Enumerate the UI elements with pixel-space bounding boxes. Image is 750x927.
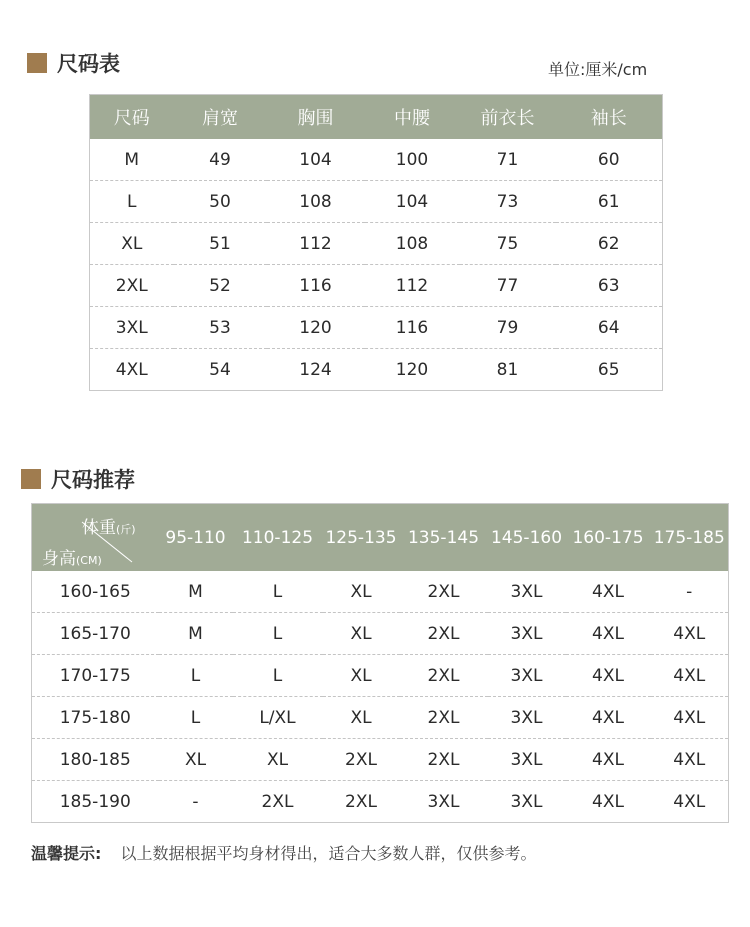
size-cell: 3XL: [488, 697, 566, 739]
tip-text: 以上数据根据平均身材得出，适合大多数人群，仅供参考。: [120, 844, 537, 863]
size-cell: 2XL: [400, 613, 488, 655]
table-row: [90, 307, 663, 349]
size-cell: 4XL: [566, 697, 651, 739]
size-cell: L/XL: [233, 697, 323, 739]
size-cell: 4XL: [566, 781, 651, 823]
size-cell: M: [159, 613, 233, 655]
table-cell: 63: [556, 265, 663, 307]
table-cell: 54: [174, 349, 267, 391]
table-cell: L: [90, 181, 174, 223]
size-cell: M: [188, 581, 203, 602]
title-square-icon: [21, 469, 41, 489]
size-cell: -: [159, 781, 233, 823]
table-cell: 79: [460, 307, 556, 349]
unit-label: 单位:厘米/cm: [548, 60, 648, 79]
table-cell: 60: [597, 149, 620, 170]
size-chart-header-cell: 袖长: [556, 95, 663, 140]
size-cell: -: [686, 581, 693, 602]
height-cell: 175-180: [32, 697, 159, 739]
table-cell: 50: [174, 181, 267, 223]
size-cell: 2XL: [400, 697, 488, 739]
table-cell: 108: [267, 181, 365, 223]
size-cell: 4XL: [651, 655, 729, 697]
tip-label: 温馨提示:: [31, 844, 102, 863]
size-cell: L: [159, 697, 233, 739]
table-cell: 73: [460, 181, 556, 223]
size-cell: XL: [159, 739, 233, 781]
table-row: [90, 265, 663, 307]
table-cell: 124: [267, 349, 365, 391]
weight-axis-label: 体重(斤): [82, 518, 136, 538]
table-cell: 64: [556, 307, 663, 349]
title-square-icon: [27, 53, 47, 73]
table-cell: 4XL: [90, 349, 174, 391]
recommend-header-row: [32, 504, 729, 572]
size-cell: 4XL: [651, 781, 729, 823]
size-chart-header-cell: 中腰: [365, 95, 460, 140]
weight-header-cell: 110-125: [233, 504, 323, 572]
table-cell: 3XL: [90, 307, 174, 349]
size-cell: 2XL: [427, 581, 460, 602]
size-recommend-table: [31, 503, 729, 823]
height-cell: 185-190: [32, 781, 159, 823]
table-cell: 53: [174, 307, 267, 349]
table-cell: 61: [556, 181, 663, 223]
table-row: [32, 571, 729, 613]
table-row: [32, 613, 729, 655]
size-cell: L: [233, 655, 323, 697]
size-cell: 3XL: [488, 739, 566, 781]
weight-header-cell: 145-160: [488, 504, 566, 572]
size-cell: 4XL: [592, 581, 624, 602]
table-cell: 104: [299, 149, 332, 170]
size-chart-title: [27, 48, 120, 78]
weight-header-cell: 95-110: [159, 504, 233, 572]
size-cell: 3XL: [488, 655, 566, 697]
corner-cell: [32, 504, 159, 572]
height-cell: 170-175: [32, 655, 159, 697]
size-cell: 3XL: [510, 581, 543, 602]
table-cell: XL: [90, 223, 174, 265]
size-cell: XL: [350, 581, 372, 602]
size-chart-header-row: [90, 95, 663, 140]
table-cell: 120: [267, 307, 365, 349]
size-chart-header-cell: 尺码: [90, 95, 174, 140]
weight-header-cell: 160-175: [566, 504, 651, 572]
table-row: [90, 223, 663, 265]
table-row: [32, 781, 729, 823]
size-chart-header-cell: 胸围: [267, 95, 365, 140]
height-cell: 160-165: [59, 581, 131, 602]
table-row: [90, 181, 663, 223]
table-row: [32, 655, 729, 697]
table-row: [32, 739, 729, 781]
size-cell: L: [272, 581, 283, 602]
size-cell: 3XL: [400, 781, 488, 823]
size-cell: 2XL: [323, 781, 400, 823]
size-cell: L: [159, 655, 233, 697]
size-cell: XL: [233, 739, 323, 781]
table-cell: 65: [556, 349, 663, 391]
size-cell: 4XL: [651, 613, 729, 655]
size-chart-table: [89, 94, 663, 391]
table-cell: 112: [365, 265, 460, 307]
size-cell: L: [233, 613, 323, 655]
table-cell: 104: [365, 181, 460, 223]
size-cell: 3XL: [488, 781, 566, 823]
table-cell: 2XL: [90, 265, 174, 307]
size-cell: 4XL: [566, 613, 651, 655]
table-row: [32, 697, 729, 739]
size-cell: 3XL: [488, 613, 566, 655]
table-cell: 112: [267, 223, 365, 265]
weight-header-cell: 175-185: [651, 504, 729, 572]
size-cell: 4XL: [566, 739, 651, 781]
table-cell: 51: [174, 223, 267, 265]
table-cell: 52: [174, 265, 267, 307]
table-cell: 62: [556, 223, 663, 265]
table-cell: 108: [365, 223, 460, 265]
size-chart-header-cell: 肩宽: [174, 95, 267, 140]
size-cell: 2XL: [400, 739, 488, 781]
size-cell: 4XL: [651, 697, 729, 739]
table-cell: M: [124, 149, 140, 170]
height-axis-label: 身高(CM): [42, 549, 102, 569]
size-cell: XL: [323, 697, 400, 739]
table-cell: 71: [496, 149, 519, 170]
size-cell: 2XL: [400, 655, 488, 697]
recommend-title: [21, 464, 135, 494]
size-cell: XL: [323, 655, 400, 697]
size-chart-title-text: 尺码表: [57, 52, 120, 76]
height-cell: 165-170: [32, 613, 159, 655]
size-chart-header-cell: 前衣长: [460, 95, 556, 140]
table-row: [90, 139, 663, 181]
recommend-title-text: 尺码推荐: [51, 468, 135, 492]
tip-note: [31, 841, 537, 864]
size-cell: XL: [323, 613, 400, 655]
table-cell: 116: [365, 307, 460, 349]
table-cell: 100: [395, 149, 429, 170]
size-cell: 4XL: [651, 739, 729, 781]
weight-header-cell: 125-135: [323, 504, 400, 572]
table-cell: 77: [460, 265, 556, 307]
size-cell: 2XL: [323, 739, 400, 781]
table-cell: 116: [267, 265, 365, 307]
size-cell: 4XL: [566, 655, 651, 697]
size-cell: 2XL: [233, 781, 323, 823]
table-cell: 75: [460, 223, 556, 265]
table-cell: 120: [365, 349, 460, 391]
table-row: [90, 349, 663, 391]
height-cell: 180-185: [32, 739, 159, 781]
weight-header-cell: 135-145: [400, 504, 488, 572]
table-cell: 81: [460, 349, 556, 391]
table-cell: 49: [209, 149, 231, 170]
